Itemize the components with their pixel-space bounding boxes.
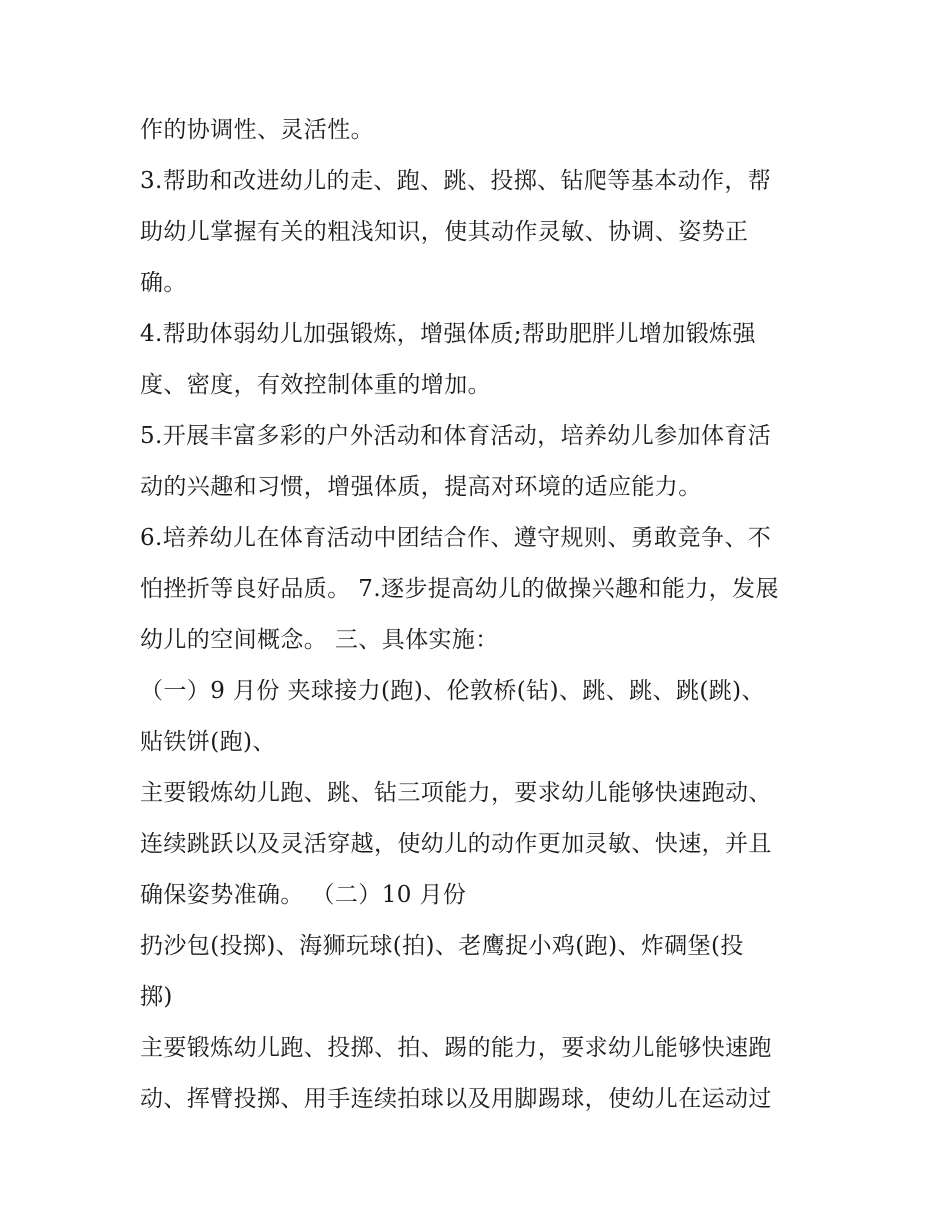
text-line: 贴铁饼(跑)、 bbox=[140, 729, 276, 755]
text-line: 助幼儿掌握有关的粗浅知识，使其动作灵敏、协调、姿势正 bbox=[140, 219, 749, 245]
text-line: 动、挥臂投掷、用手连续拍球以及用脚踢球，使幼儿在运动过 bbox=[140, 1086, 772, 1112]
text-line: 确。 bbox=[140, 270, 187, 296]
text-line: 连续跳跃以及灵活穿越，使幼儿的动作更加灵敏、快速，并且 bbox=[140, 831, 772, 857]
month-heading-line: 确保姿势准确。 （二）10 月份 bbox=[140, 882, 467, 908]
section-heading-line: 幼儿的空间概念。 三、具体实施： bbox=[140, 627, 499, 653]
text-line: 怕挫折等良好品质。 7.逐步提高幼儿的做操兴趣和能力，发展 bbox=[140, 576, 779, 602]
text-line: 5.开展丰富多彩的户外活动和体育活动，培养幼儿参加体育活 bbox=[140, 423, 772, 449]
document-body bbox=[140, 105, 820, 1125]
text-line: 3.帮助和改进幼儿的走、跑、跳、投掷、钻爬等基本动作，帮 bbox=[140, 168, 772, 194]
text-line: 主要锻炼幼儿跑、投掷、拍、踢的能力，要求幼儿能够快速跑 bbox=[140, 1035, 772, 1061]
text-line: 主要锻炼幼儿跑、跳、钻三项能力，要求幼儿能够快速跑动、 bbox=[140, 780, 772, 806]
month-heading-line: （一）9 月份 夹球接力(跑)、伦敦桥(钻)、跳、跳、跳(跳)、 bbox=[140, 678, 765, 704]
text-line: 4.帮助体弱幼儿加强锻炼，增强体质;帮助肥胖儿增加锻炼强 bbox=[140, 321, 756, 347]
text-line: 扔沙包(投掷)、海狮玩球(拍)、老鹰捉小鸡(跑)、炸碉堡(投 bbox=[140, 933, 744, 959]
text-line: 6.培养幼儿在体育活动中团结合作、遵守规则、勇敢竞争、不 bbox=[140, 525, 772, 551]
text-line: 掷) bbox=[140, 984, 173, 1010]
text-line: 动的兴趣和习惯，增强体质，提高对环境的适应能力。 bbox=[140, 474, 702, 500]
text-line: 度、密度，有效控制体重的增加。 bbox=[140, 372, 491, 398]
text-line: 作的协调性、灵活性。 bbox=[140, 117, 374, 143]
